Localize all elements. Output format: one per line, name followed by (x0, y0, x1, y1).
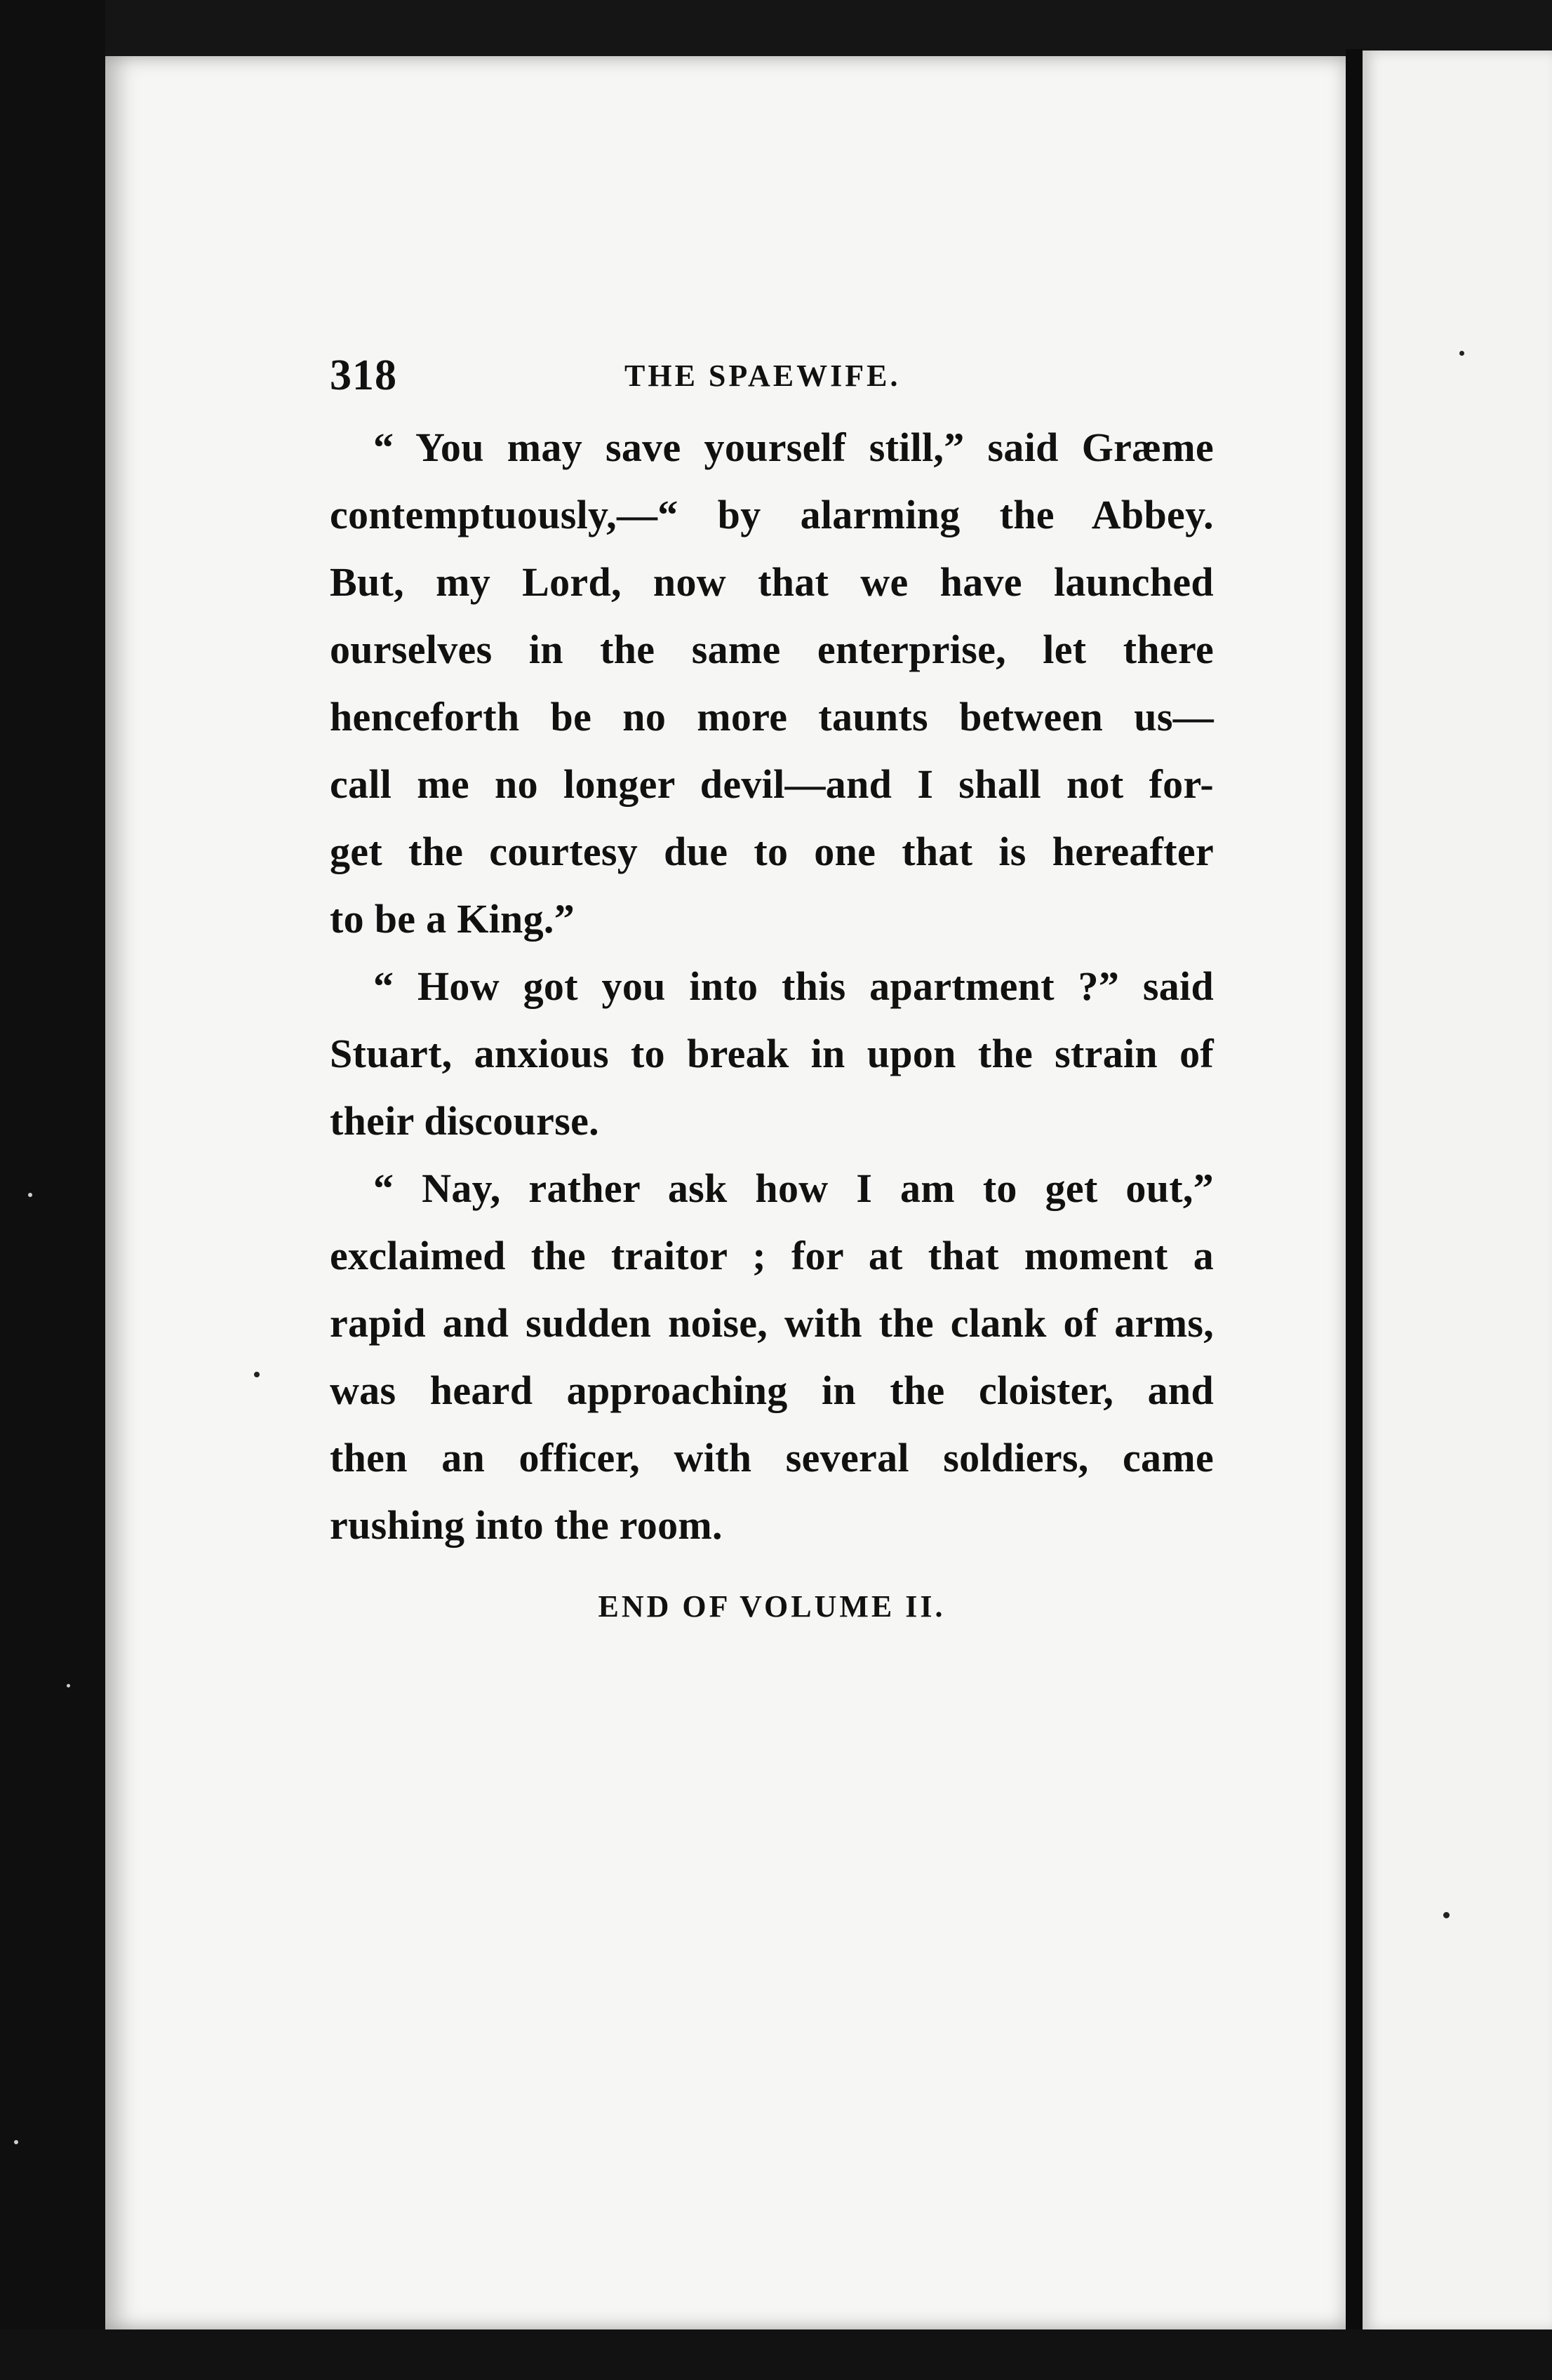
text-line: get the courtesy due to one that is hereafter (330, 829, 1214, 874)
text-line: rushing into the room. (330, 1502, 723, 1548)
end-of-volume-note: END OF VOLUME II. (598, 1589, 946, 1624)
dust-speck (14, 2140, 18, 2144)
dust-speck (254, 1372, 260, 1377)
page-number: 318 (330, 352, 397, 399)
running-head (330, 351, 1214, 414)
scan-bottom-border (0, 2329, 1552, 2380)
text-line: was heard approaching in the cloister, and (330, 1368, 1214, 1413)
text-line: “ Nay, rather ask how I am to get out,” (373, 1165, 1214, 1211)
text-line: But, my Lord, now that we have launched (330, 559, 1214, 605)
paragraph (330, 414, 1214, 953)
text-line: to be a King.” (330, 896, 575, 942)
paragraph (330, 953, 1214, 1155)
book-gutter (1346, 49, 1363, 2336)
dust-speck (28, 1193, 32, 1197)
paragraph (330, 1155, 1214, 1559)
dust-speck (1459, 351, 1464, 356)
text-line: then an officer, with several soldiers, came (330, 1435, 1214, 1480)
dust-speck (1443, 1912, 1450, 1918)
scan-left-border (0, 0, 105, 2380)
text-line: exclaimed the traitor ; for at that moment a (330, 1233, 1214, 1278)
facing-page-edge (1363, 51, 1552, 2331)
text-line: “ You may save yourself still,” said Græme (373, 424, 1214, 470)
text-line: their discourse. (330, 1098, 599, 1144)
text-line: “ How got you into this apartment ?” said (373, 963, 1214, 1009)
text-line: call me no longer devil—and I shall not for- (330, 761, 1214, 807)
page-text (330, 351, 1214, 1635)
text-line: Stuart, anxious to break in upon the strain of (330, 1031, 1214, 1076)
running-title: THE SPAEWIFE. (624, 359, 901, 393)
scan-top-border (0, 0, 1552, 51)
text-line: rapid and sudden noise, with the clank of arms, (330, 1300, 1214, 1346)
text-line: ourselves in the same enterprise, let there (330, 627, 1214, 672)
text-line: contemptuously,—“ by alarming the Abbey. (330, 492, 1214, 537)
text-line: henceforth be no more taunts between us— (330, 694, 1214, 740)
dust-speck (67, 1684, 70, 1687)
